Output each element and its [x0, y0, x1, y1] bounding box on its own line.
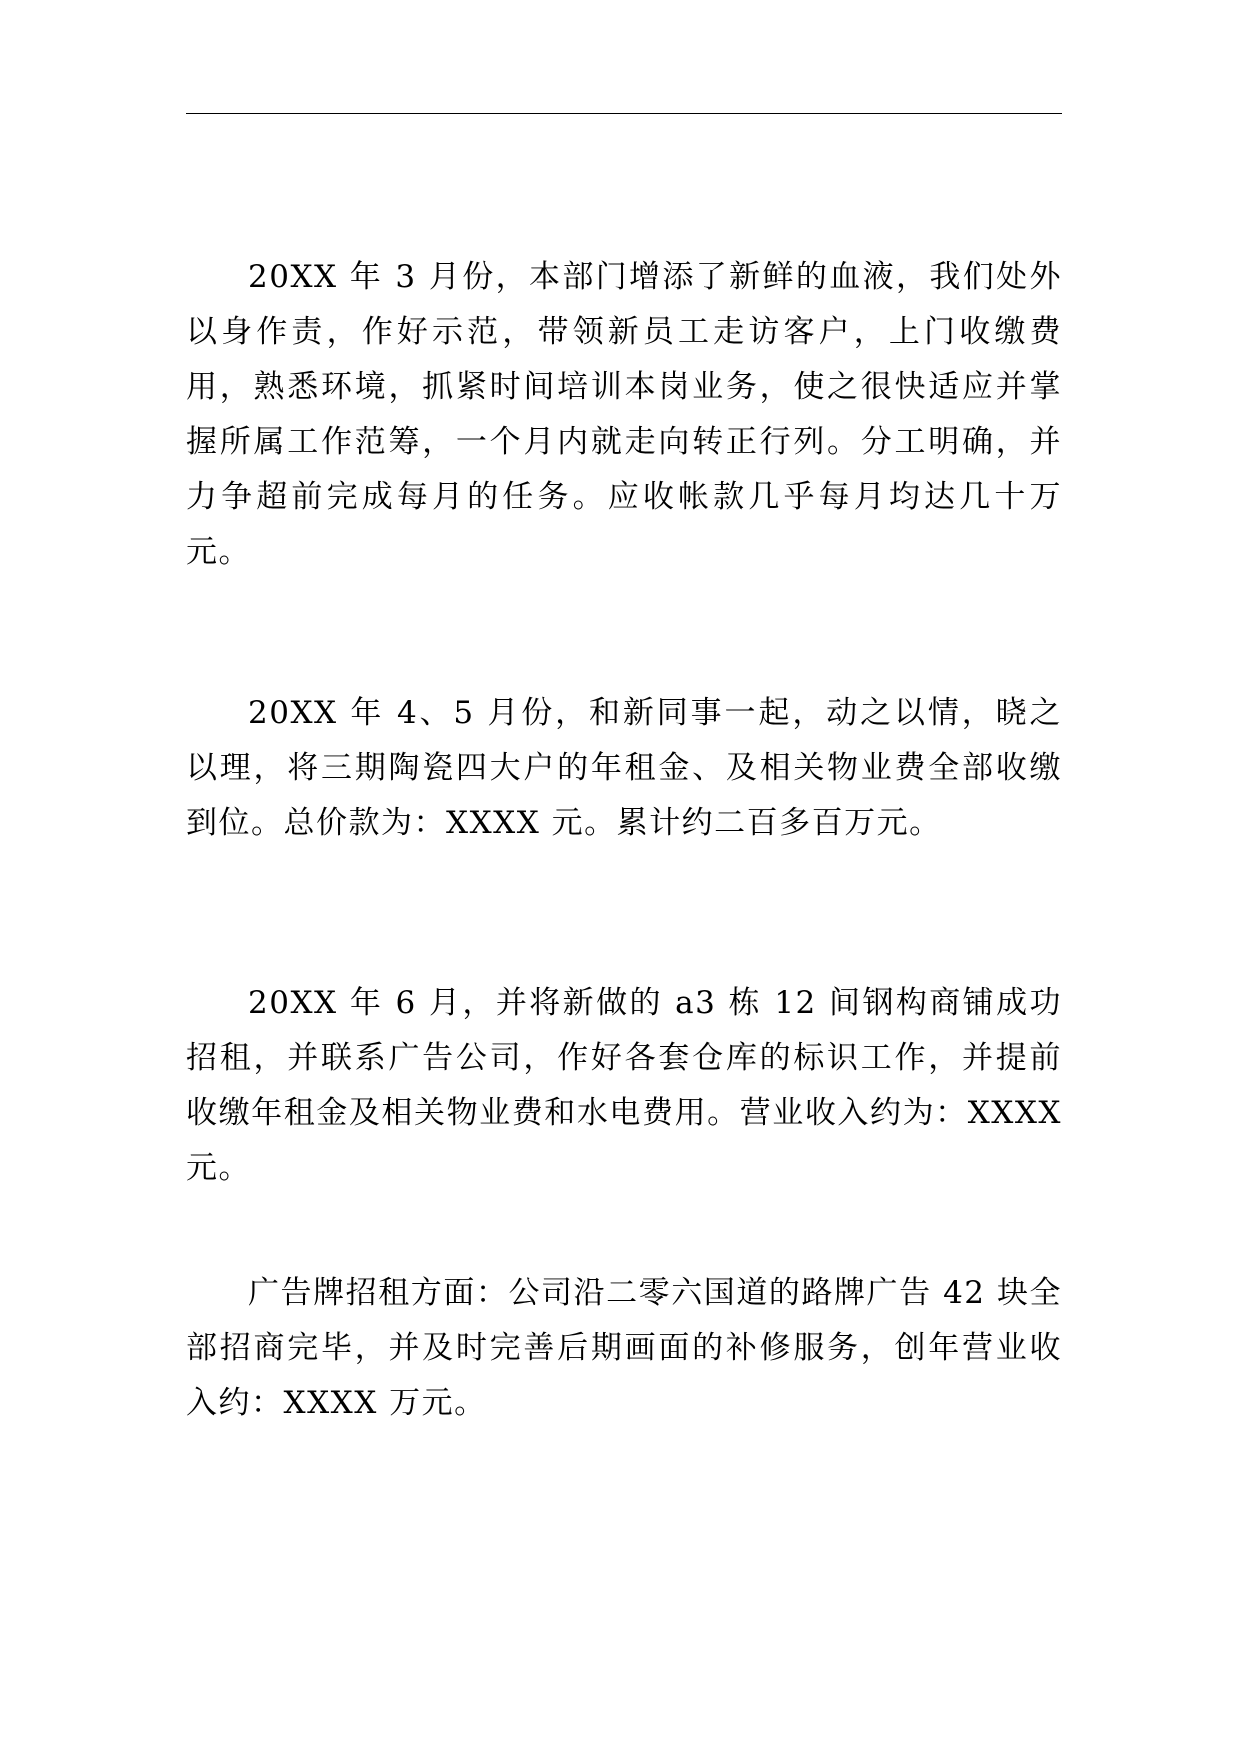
header-rule — [186, 113, 1062, 114]
paragraph-june: 20XX 年 6 月，并将新做的 a3 栋 12 间钢构商铺成功招租，并联系广告公司，作好各套仓库的标识工作，并提前收缴年租金及相关物业费和水电费用。营业收入约为：XXXX 元。 — [186, 985, 1062, 1186]
paragraph-march: 20XX 年 3 月份，本部门增添了新鲜的血液，我们处外以身作责，作好示范，带领新员工走访客户，上门收缴费用，熟悉环境，抓紧时间培训本岗业务，使之很快适应并掌握所属工作范筹，一个月内就走向转正行列。分工明确，并力争超前完成每月的任务。应收帐款几乎每月均达几十万元。 — [186, 259, 1062, 570]
paragraph-billboard: 广告牌招租方面：公司沿二零六国道的路牌广告 42 块全部招商完毕，并及时完善后期画面的补修服务，创年营业收入约：XXXX 万元。 — [186, 1275, 1062, 1421]
paragraph-april-may: 20XX 年 4、5 月份，和新同事一起，动之以情，晓之以理，将三期陶瓷四大户的年租金、及相关物业费全部收缴到位。总价款为：XXXX 元。累计约二百多百万元。 — [186, 695, 1062, 841]
